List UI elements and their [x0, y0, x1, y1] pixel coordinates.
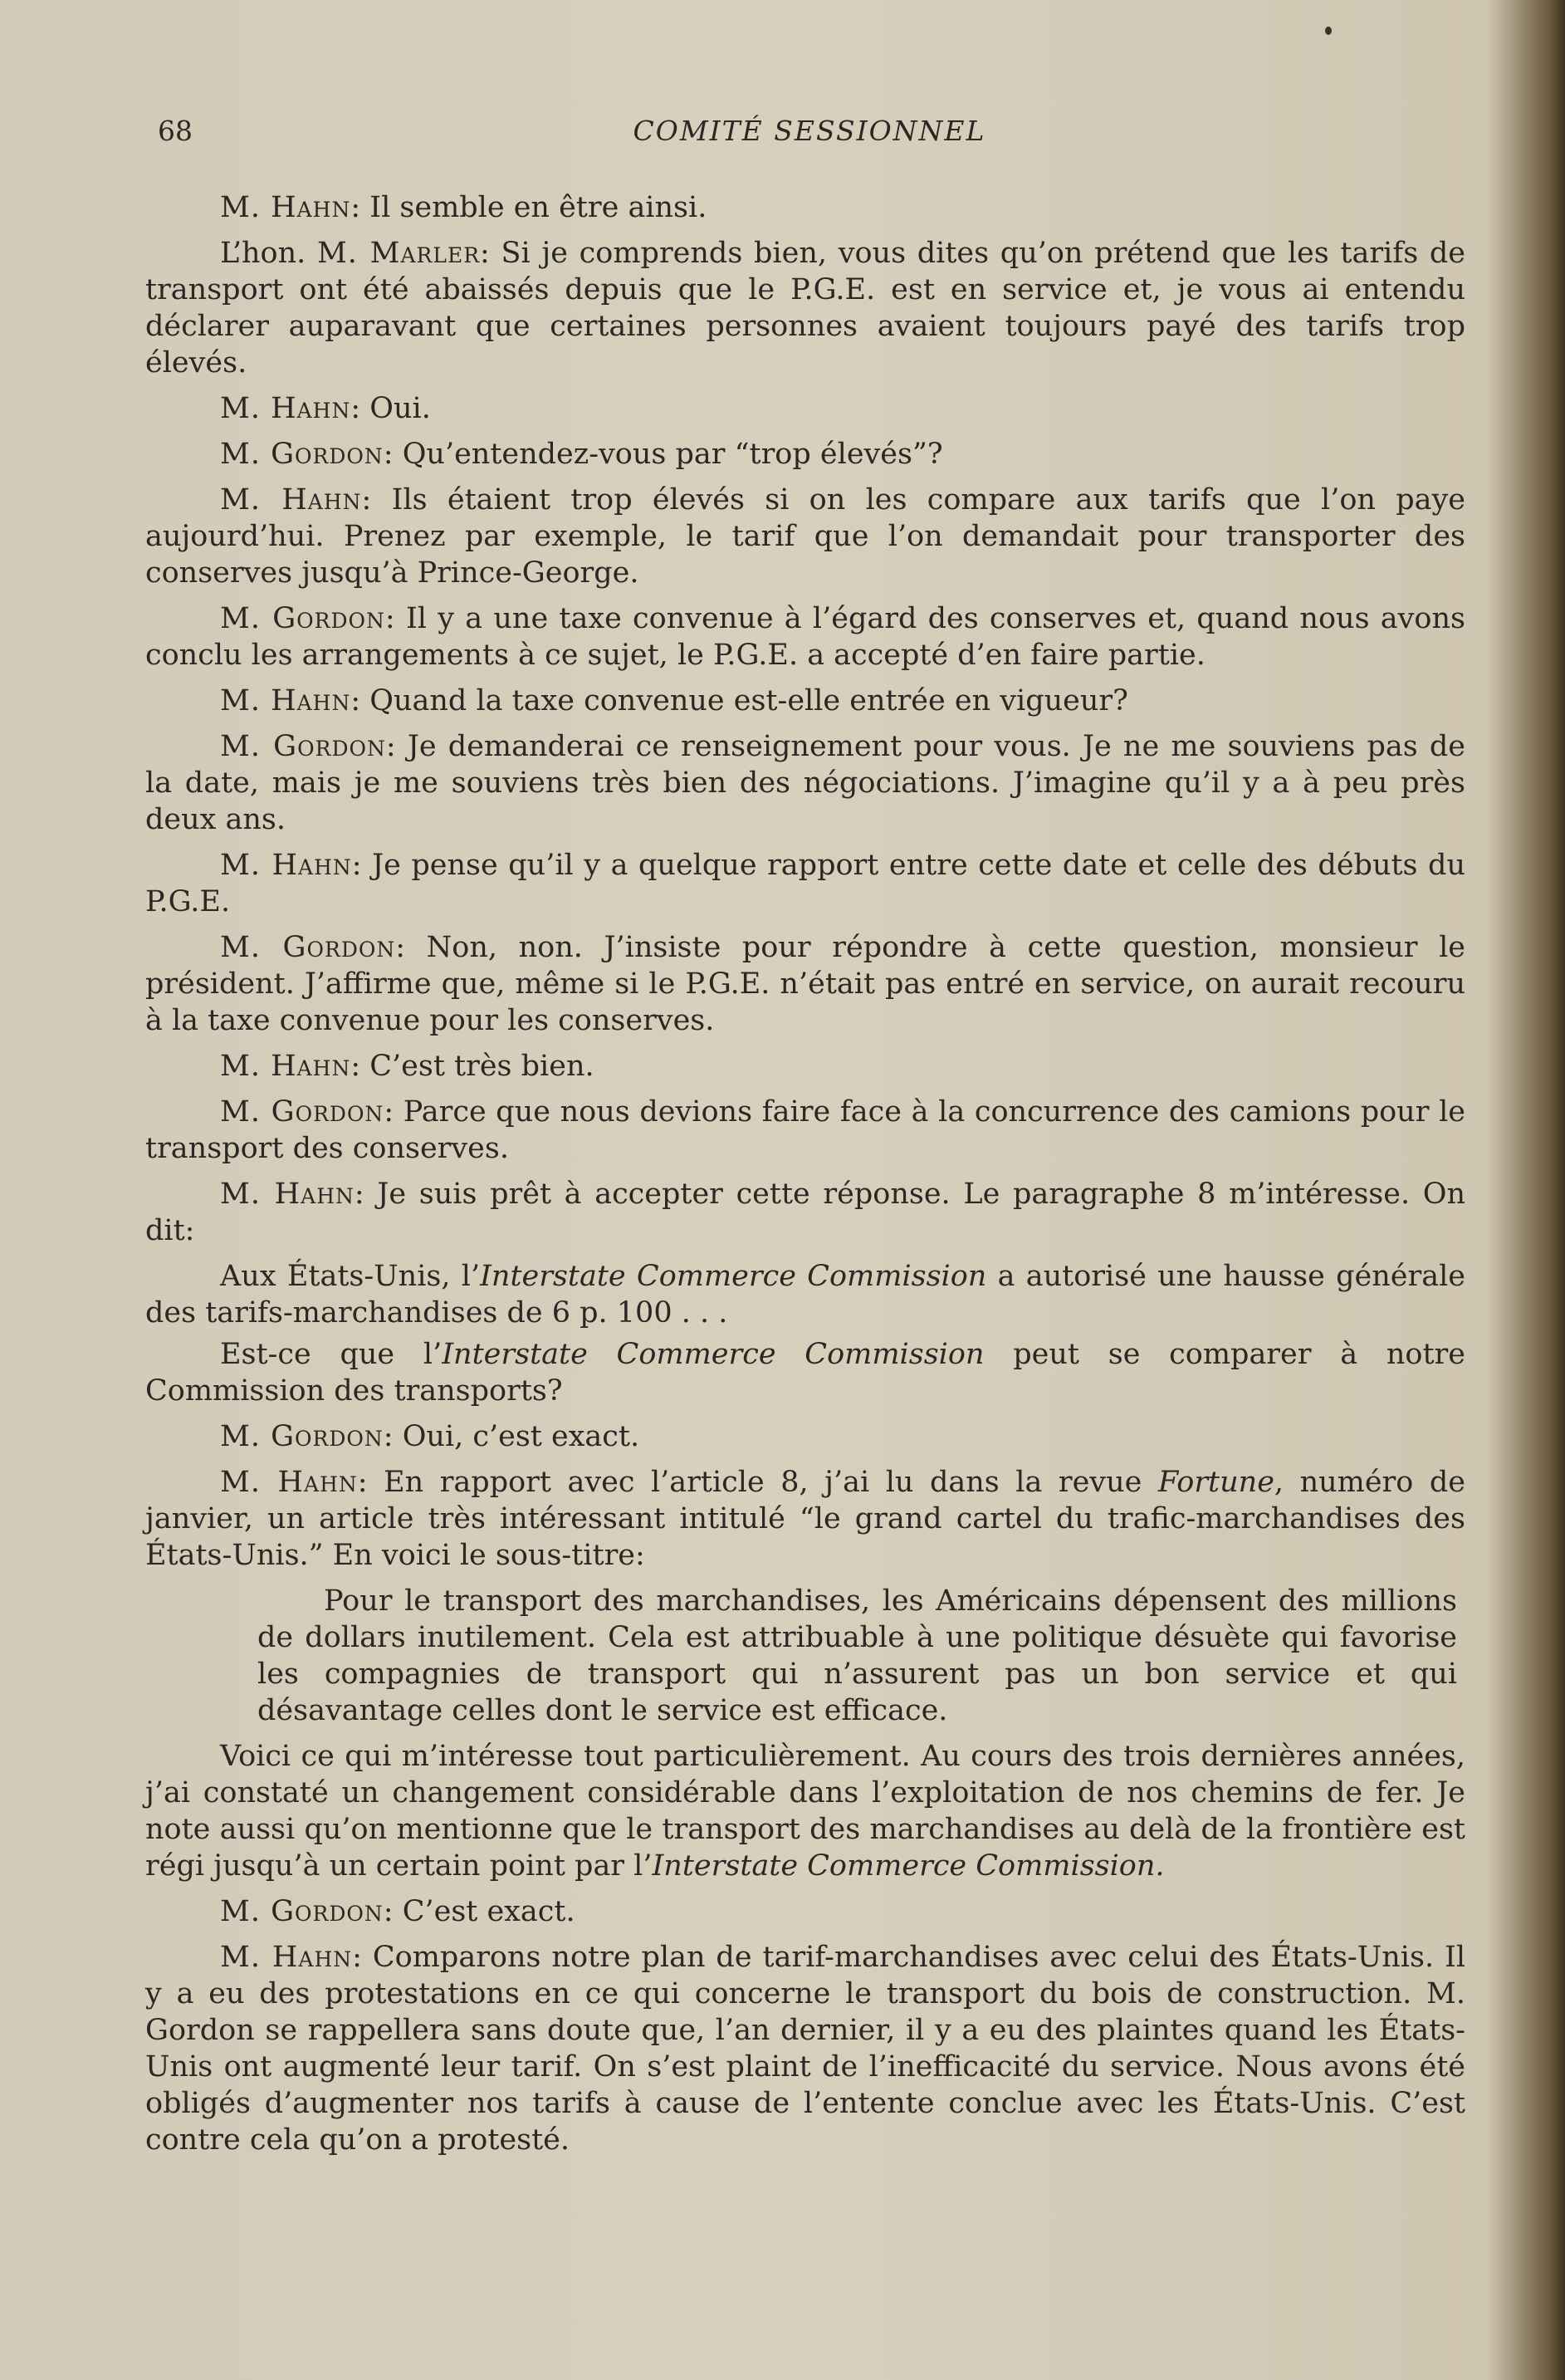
- speech-text: Quand la taxe convenue est-elle entrée en vigueur?: [369, 684, 1128, 717]
- speaker-name: M. Gordon: [220, 931, 396, 964]
- dialogue-paragraph: M. Gordon: Il y a une taxe convenue à l’égard des conserves et, quand nous avons conclu les arrangements à ce sujet, le P.G.E. a accepté d’en faire partie.: [145, 602, 1465, 672]
- speaker-name: M. Gordon: [220, 1420, 384, 1453]
- page-header: [158, 115, 1461, 156]
- speaker-name: M. Hahn: [220, 1050, 351, 1083]
- speech-text: Oui, c’est exact.: [402, 1420, 640, 1453]
- magazine-title: Fortune: [1157, 1466, 1274, 1499]
- speaker-name: M. Hahn: [220, 1178, 355, 1211]
- dialogue-paragraph: Voici ce qui m’intéresse tout particulièrement. Au cours des trois dernières années, j’ai constaté un changement considérable dans l’exploitation de nos chemins de fer. Je note aussi qu’on mentionne que le transport des marchandises au delà de la frontière est régi jusqu’à un certain point par l’Interstate Commerce Commission.: [145, 1740, 1465, 1883]
- dialogue-paragraph: M. Hahn: C’est très bien.: [220, 1050, 594, 1083]
- dialogue-paragraph: M. Gordon: C’est exact.: [220, 1895, 575, 1928]
- quoted-passage: Aux États-Unis, l’Interstate Commerce Commission a autorisé une hausse générale des tarifs-marchandises de 6 p. 100 . . .: [145, 1260, 1466, 1330]
- speech-text: Il semble en être ainsi.: [369, 191, 707, 224]
- dialogue-paragraph: M. Hahn: Oui.: [220, 392, 431, 425]
- dialogue-paragraph: M. Gordon: Je demanderai ce renseignement pour vous. Je ne me souviens pas de la date, mais je me souviens très bien des négociations. J’imagine qu’il y a à peu près deux ans.: [145, 730, 1466, 836]
- speaker-name: M. Hahn: [220, 191, 351, 224]
- ink-speck: [1325, 27, 1332, 35]
- speaker-name: M. Hahn: [220, 1941, 353, 1974]
- speaker-name: M. Gordon: [220, 1895, 384, 1928]
- speech-text: Si je comprends bien, vous dites qu’on prétend que les tarifs de transport ont été abaissés depuis que le P.G.E. est en service et, je vous ai entendu déclarer auparavant que certaines personnes avaient toujours payé des tarifs trop élevés.: [145, 237, 1465, 380]
- dialogue-paragraph: M. Gordon: Parce que nous devions faire face à la concurrence des camions pour le transport des conserves.: [145, 1095, 1466, 1165]
- speaker-name: M. Hahn: [220, 1466, 358, 1499]
- speech-text: Je suis prêt à accepter cette réponse. Le paragraphe 8 m’intéresse. On dit:: [145, 1178, 1466, 1247]
- block-quote: Pour le transport des marchandises, les Américains dépensent des millions de dollars inutilement. Cela est attribuable à une politique désuète qui favorise les compagnies de transport qui n’assurent pas un bon service et qui désavantage celles dont le service est efficace.: [257, 1584, 1457, 1727]
- speaker-name: M. Hahn: [220, 392, 351, 425]
- dialogue-paragraph: M. Hahn: Quand la taxe convenue est-elle entrée en vigueur?: [220, 684, 1128, 717]
- speaker-name: M. Gordon: [220, 1095, 384, 1129]
- speaker-name: M. Hahn: [220, 483, 362, 517]
- dialogue-paragraph: M. Gordon: Oui, c’est exact.: [220, 1420, 640, 1453]
- speaker-name: M. Gordon: [220, 438, 384, 471]
- question-paragraph: Est-ce que l’Interstate Commerce Commission peut se comparer à notre Commission des transports?: [145, 1338, 1466, 1408]
- speaker-name: M. Hahn: [220, 684, 351, 717]
- dialogue-paragraph: M. Gordon: Non, non. J’insiste pour répondre à cette question, monsieur le président. J’affirme que, même si le P.G.E. n’était pas entré en service, on aurait recouru à la taxe convenue pour les conserves.: [145, 931, 1465, 1037]
- speaker-name: M. Marler: [316, 237, 481, 270]
- dialogue-paragraph: L’hon. M. Marler: Si je comprends bien, vous dites qu’on prétend que les tarifs de transport ont été abaissés depuis que le P.G.E. est en service et, je vous ai entendu déclarer auparavant que certaines personnes avaient toujours payé des tarifs trop élevés.: [145, 237, 1465, 380]
- speech-text: Je demanderai ce renseignement pour vous. Je ne me souviens pas de la date, mais je me souviens très bien des négociations. J’imagine qu’il y a à peu près deux ans.: [145, 730, 1466, 836]
- speaker-name: M. Gordon: [220, 602, 385, 635]
- speech-text: Il y a une taxe convenue à l’égard des conserves et, quand nous avons conclu les arrangements à ce sujet, le P.G.E. a accepté d’en faire partie.: [145, 602, 1465, 672]
- speech-text: C’est très bien.: [369, 1050, 594, 1083]
- page-number: 68: [158, 115, 193, 147]
- commission-name: Interstate Commerce Commission: [442, 1338, 985, 1371]
- dialogue-paragraph: M. Hahn: En rapport avec l’article 8, j’ai lu dans la revue Fortune, numéro de janvier, un article très intéressant intitulé “le grand cartel du trafic-marchandises des États-Unis.” En voici le sous-titre:: [145, 1466, 1466, 1572]
- speech-text: Parce que nous devions faire face à la concurrence des camions pour le transport des conserves.: [145, 1095, 1466, 1165]
- speech-text: Qu’entendez-vous par “trop élevés”?: [402, 438, 943, 471]
- dialogue-paragraph: M. Hahn: Je pense qu’il y a quelque rapport entre cette date et celle des débuts du P.G.E.: [145, 849, 1466, 918]
- dialogue-paragraph: M. Hahn: Il semble en être ainsi.: [220, 191, 707, 224]
- speech-text: Ils étaient trop élevés si on les compare aux tarifs que l’on paye aujourd’hui. Prenez par exemple, le tarif que l’on demandait pour transporter des conserves jusqu’à Prince-George.: [145, 483, 1466, 590]
- commission-name: Interstate Commerce Commission.: [652, 1849, 1165, 1883]
- speech-text: Comparons notre plan de tarif-marchandises avec celui des États-Unis. Il y a eu des protestations en ce qui concerne le transport du bois de construction. M. Gordon se rappellera sans doute que, l’an dernier, il y a eu des plaintes quand les États-Unis ont augmenté leur tarif. On s’est plaint de l’inefficacité du service. Nous avons été obligés d’augmenter nos tarifs à cause de l’entente conclue avec les États-Unis. C’est contre cela qu’on a protesté.: [145, 1941, 1466, 2157]
- transcript-body: [145, 189, 1465, 2167]
- running-head: COMITÉ SESSIONNEL: [633, 115, 986, 147]
- dialogue-paragraph: M. Hahn: Comparons notre plan de tarif-marchandises avec celui des États-Unis. Il y a eu des protestations en ce qui concerne le transport du bois de construction. M. Gordon se rappellera sans doute que, l’an dernier, il y a eu des plaintes quand les États-Unis ont augmenté leur tarif. On s’est plaint de l’inefficacité du service. Nous avons été obligés d’augmenter nos tarifs à cause de l’entente conclue avec les États-Unis. C’est contre cela qu’on a protesté.: [145, 1941, 1466, 2157]
- dialogue-paragraph: M. Hahn: Je suis prêt à accepter cette réponse. Le paragraphe 8 m’intéresse. On dit:: [145, 1178, 1466, 1247]
- dialogue-paragraph: M. Gordon: Qu’entendez-vous par “trop élevés”?: [220, 438, 943, 471]
- dialogue-paragraph: M. Hahn: Ils étaient trop élevés si on les compare aux tarifs que l’on paye aujourd’hui. Prenez par exemple, le tarif que l’on demandait pour transporter des conserves jusqu’à Prince-George.: [145, 483, 1466, 590]
- speech-text: Oui.: [369, 392, 431, 425]
- speaker-name: M. Hahn: [220, 849, 352, 882]
- speaker-name: M. Gordon: [220, 730, 386, 763]
- speech-text: C’est exact.: [402, 1895, 575, 1928]
- speech-text: Non, non. J’insiste pour répondre à cette question, monsieur le président. J’affirme que, même si le P.G.E. n’était pas entré en service, on aurait recouru à la taxe convenue pour les conserves.: [145, 931, 1465, 1037]
- speech-text: Je pense qu’il y a quelque rapport entre cette date et celle des débuts du P.G.E.: [145, 849, 1466, 918]
- commission-name: Interstate Commerce Commission: [480, 1260, 987, 1293]
